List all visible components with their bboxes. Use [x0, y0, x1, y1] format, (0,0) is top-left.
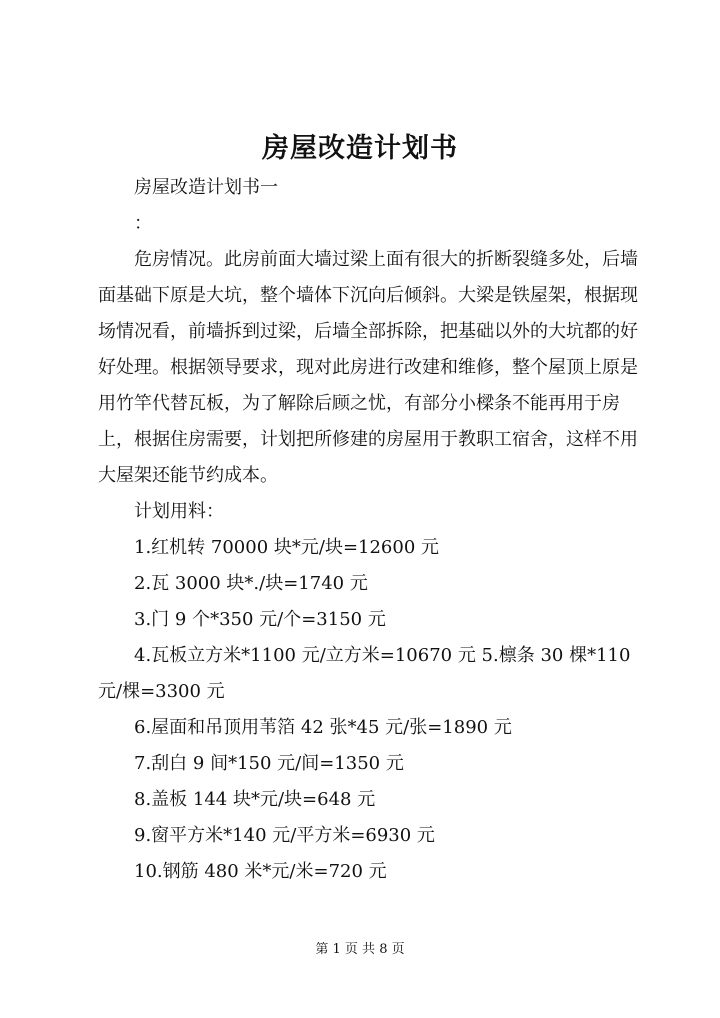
document-body: [98, 170, 638, 890]
materials-heading: 计划用料：: [134, 501, 224, 522]
material-item-1: 1.红机转 70000 块*元/块=12600 元: [134, 537, 440, 558]
material-item-2: 2.瓦 3000 块*./块=1740 元: [134, 573, 368, 594]
material-item-4: 4.瓦板立方米*1100 元/立方米=10670 元 5.檩条 30 棵*110 元/棵=3300 元: [98, 645, 631, 702]
material-item-8: 8.盖板 144 块*元/块=648 元: [134, 789, 376, 810]
subtitle: 房屋改造计划书一: [134, 177, 278, 198]
material-item-7: 7.刮白 9 间*150 元/间=1350 元: [134, 753, 404, 774]
material-item-3: 3.门 9 个*350 元/个=3150 元: [134, 609, 386, 630]
page-footer: 第 1 页 共 8 页: [315, 942, 405, 957]
colon-line: ：: [134, 213, 152, 234]
material-item-10: 10.钢筋 480 米*元/米=720 元: [134, 861, 387, 882]
material-item-9: 9.窗平方米*140 元/平方米=6930 元: [134, 825, 435, 846]
intro-paragraph: 危房情况。此房前面大墙过梁上面有很大的折断裂缝多处，后墙面基础下原是大坑，整个墙体下沉向后倾斜。大梁是铁屋架，根据现场情况看，前墙拆到过梁，后墙全部拆除，把基础以外的大坑都的好好处理。根据领导要求，现对此房进行改建和维修，整个屋顶上原是用竹竿代替瓦板，为了解除后顾之忧，有部分小樑条不能再用于房上，根据住房需要，计划把所修建的房屋用于教职工宿舍，这样不用大屋架还能节约成本。: [98, 249, 638, 486]
material-item-6: 6.屋面和吊顶用苇箔 42 张*45 元/张=1890 元: [134, 717, 512, 738]
document-title: 房屋改造计划书: [262, 133, 458, 164]
